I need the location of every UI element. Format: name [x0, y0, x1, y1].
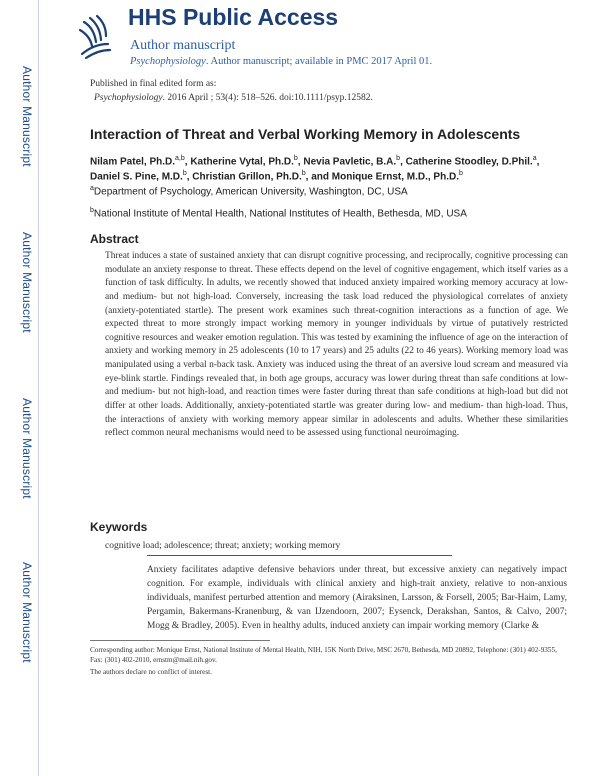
author-separator: , [297, 156, 304, 168]
author-name[interactable]: Nilam Patel, Ph.D. [90, 156, 176, 168]
intro-paragraph: Anxiety facilitates adaptive defensive behaviors under threat, but excessive anxiety can negatively impact cognition. For example, individuals with clinical anxiety and high-trait anxiety, relative to non-anxious individuals, manifest perturbed attention and memory (Airaksinen, Larsson, & Forsell, 2005; Bar-Haim, Lamy, Pergamin, Bakermans-Kranenburg, & van IJzendoorn, 2007; Eysenck, Derakshan, Santos, & Calvo, 2007; Mogg & Bradley, 2005). Even in healthy adults, induced anxiety can impair working memory (Clarke & [147, 565, 567, 632]
author-separator: , [536, 156, 540, 168]
sidebar-label-3: Author Manuscript [20, 398, 34, 499]
author-separator: , and [305, 171, 332, 183]
keywords-text: cognitive load; adolescence; threat; anxiety; working memory [105, 541, 341, 551]
affiliation-a [90, 185, 570, 197]
availability-text: . Author manuscript; available in PMC 2017 April 01. [205, 56, 433, 67]
journal-availability-line [130, 56, 432, 67]
author-name[interactable]: Catherine Stoodley, D.Phil. [405, 156, 533, 168]
journal-name[interactable]: Psychophysiology [130, 56, 206, 67]
author-separator: , [184, 156, 191, 168]
author-affiliation-mark: b [293, 155, 298, 162]
abstract-heading: Abstract [90, 232, 139, 246]
author-affiliation-mark: b [301, 170, 306, 178]
author-separator: , [186, 171, 193, 183]
published-citation [90, 92, 373, 106]
sidebar-divider [38, 0, 39, 776]
author-separator: , [400, 156, 406, 168]
published-journal: Psychophysiology [94, 92, 163, 103]
corresponding-author-note: Corresponding author: Monique Ernst, National Institute of Mental Health, NIH, 15K North Drive, MSC 2670, Bethesda, MD 20892, Telephone: (301) 402-9355, Fax: (301) 402-2010, ernstm@mail.nih.gov. [90, 646, 557, 664]
sidebar-label-2: Author Manuscript [20, 232, 34, 333]
author-name[interactable]: Katherine Vytal, Ph.D. [190, 156, 294, 168]
author-affiliation-mark: a,b [175, 155, 185, 162]
published-label: Published in final edited form as: [90, 79, 217, 89]
author-affiliation-mark: b [459, 170, 463, 178]
section-divider [147, 555, 452, 556]
article-title: Interaction of Threat and Verbal Working Memory in Adolescents [90, 126, 521, 142]
affiliation-text: Department of Psychology, American University, Washington, DC, USA [93, 186, 408, 198]
affiliation-mark: b [90, 207, 94, 214]
author-affiliation-mark: b [396, 155, 401, 162]
affiliation-b [90, 207, 570, 219]
author-affiliation-mark: b [182, 170, 187, 178]
published-block [90, 78, 373, 106]
abstract-text: Threat induces a state of sustained anxiety that can disrupt cognitive processing, and reciprocally, cognitive processing can modulate an anxiety response to threat. These effects depend on the level of cognitive engagement, which itself varies as a function of task difficulty. In adults, we recently showed that induced anxiety impaired working memory accuracy at low- and medium- but not high-load. Conversely, increasing the task load reduced the physiological correlates of anxiety (anxiety-potentiated startle). The present work examines such threat-cognition interactions as a function of age. We expected threat to more strongly impact working memory in younger individuals by virtue of putatively restricted cognitive resources and weaker emotion regulation. This was tested by examining the influence of age on the interaction of anxiety and working memory in 25 adolescents (10 to 17 years) and 25 adults (22 to 46 years). Working memory load was manipulated using a verbal n-back task. Anxiety was induced using the threat of an aversive loud scream and measured via eye-blink startle. Findings revealed that, in both age groups, accuracy was lower during threat than safe conditions at low- and medium- but not high-load, and reaction times were faster during threat than safe conditions at high-load but did not differ at other loads. Additionally, anxiety-potentiated startle was greater during low- and medium- than high-load. Thus, the interactions of anxiety with working memory appear similar in adolescents and adults. Whether these similarities reflect common neural mechanisms would need to be assessed using functional neuroimaging. [105, 251, 568, 439]
hhs-eagle-logo-icon [76, 14, 114, 60]
sidebar-label-4: Author Manuscript [20, 562, 34, 663]
sidebar-label-1: Author Manuscript [20, 66, 34, 167]
hhs-title: HHS Public Access [128, 4, 339, 30]
footnote-divider [90, 640, 270, 641]
author-list [90, 154, 570, 185]
keywords-heading: Keywords [90, 520, 148, 534]
author-manuscript-label: Author manuscript [130, 38, 236, 53]
author-name[interactable]: Christian Grillon, Ph.D. [192, 171, 302, 183]
affiliation-text: National Institute of Mental Health, National Institutes of Health, Bethesda, MD, USA [93, 208, 467, 220]
published-citation-text: . 2016 April ; 53(4): 518–526. doi:10.1111/psyp.12582. [162, 92, 373, 103]
author-name[interactable]: Monique Ernst, M.D., Ph.D. [331, 171, 459, 183]
author-affiliation-mark: a [532, 155, 537, 162]
author-name[interactable]: Nevia Pavletic, B.A. [303, 156, 397, 168]
author-name[interactable]: Daniel S. Pine, M.D. [90, 171, 183, 183]
affiliation-mark: a [90, 185, 94, 192]
conflict-statement: The authors declare no conflict of interest. [90, 668, 212, 676]
